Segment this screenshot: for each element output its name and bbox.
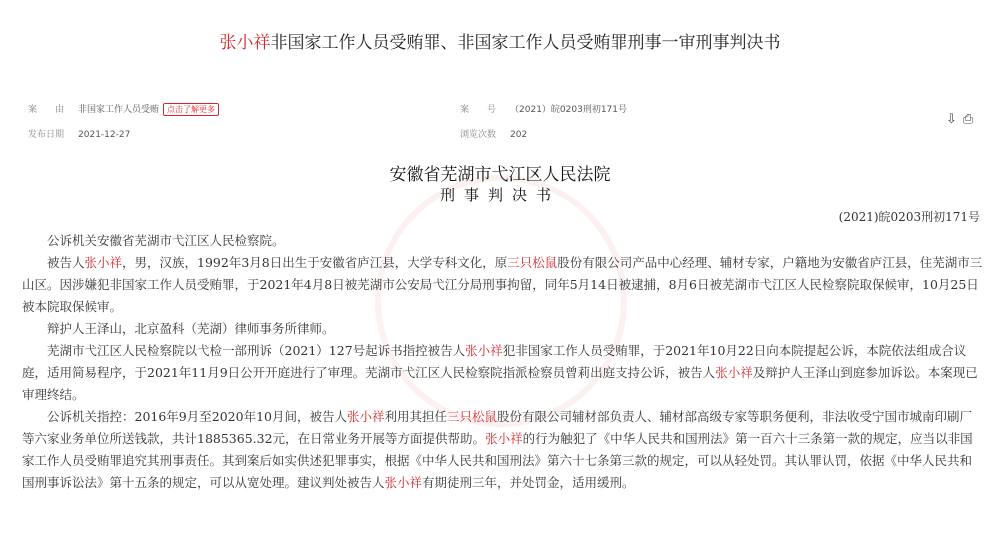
title-text: 非国家工作人员受贿罪、非国家工作人员受贿罪刑事一审刑事判决书 bbox=[270, 33, 781, 53]
paragraph-3 bbox=[22, 318, 984, 340]
highlight-term: 张小祥 bbox=[485, 431, 523, 446]
cause-label: 案 由 bbox=[28, 105, 65, 115]
highlight-term: 三只松鼠 bbox=[507, 255, 558, 270]
cause-value: 非国家工作人员受贿 bbox=[78, 105, 160, 115]
paragraph-text: 有期徒刑三年，并处罚金，适用缓刑。 bbox=[422, 475, 635, 490]
paragraph-text: 公诉机关指控：2016年9月至2020年10月间，被告人 bbox=[47, 409, 347, 424]
paragraph-text: 利用其担任 bbox=[384, 409, 448, 424]
publish-date-row bbox=[28, 127, 130, 140]
page-title bbox=[0, 28, 1000, 53]
paragraph-text: 公诉机关安徽省芜湖市弋江区人民检察院。 bbox=[47, 233, 285, 248]
paragraph-text: 被告人 bbox=[47, 255, 85, 270]
case-number-row bbox=[460, 102, 627, 115]
highlight-term: 张小祥 bbox=[384, 475, 423, 490]
paragraph-text: 股份有限公司产品中心经理、辅材专家，户籍地为安徽省庐江县，住芜湖市三山区。因涉嫌犯非国家工作人员受贿罪，于2021年4月8日被芜湖市公安局弋江分局刑事拘留，同年5月14日被逮捕，8月6日被芜湖市弋江区人民检察院取保候审，10月25日被本院取保候审。 bbox=[22, 255, 983, 314]
case-value: （2021）皖0203刑初171号 bbox=[510, 105, 628, 115]
highlight-term: 张小祥 bbox=[715, 365, 753, 380]
highlight-term: 张小祥 bbox=[465, 343, 503, 358]
case-number: (2021)皖0203刑初171号 bbox=[838, 210, 980, 224]
toolbar bbox=[946, 112, 979, 127]
print-icon[interactable]: ⎙ bbox=[962, 112, 974, 127]
paragraph-text: 的行为触犯了《中华人民共和国刑法》第一百六十三条第一款的规定，应当以非国家工作人员受贿罪追究其刑事责任。其到案后如实供述犯罪事实，根据《中华人民共和国刑法》第六十七条第三款的规定，可以从轻处罚。其认罪认罚，依据《中华人民共和国刑事诉讼法》第十五条的规定，可以从宽处理。建议判处被告人 bbox=[22, 431, 973, 490]
paragraph-5 bbox=[22, 406, 984, 494]
defendant-name-highlight: 张小祥 bbox=[219, 33, 271, 53]
learn-more-link[interactable]: 点击了解更多 bbox=[163, 103, 219, 116]
paragraph-text: 芜湖市弋江区人民检察院以弋检一部刑诉（2021）127号起诉书指控被告人 bbox=[47, 343, 466, 358]
paragraph-1 bbox=[22, 230, 984, 252]
highlight-term: 张小祥 bbox=[84, 255, 123, 270]
date-label: 发布日期 bbox=[28, 130, 65, 140]
download-icon[interactable]: ⇩ bbox=[946, 112, 957, 127]
paragraph-text: 犯非国家工作人员受贿罪，于2021年10月22日向本院提起公诉，本院依法组成合议庭，适用简易程序，于2021年11月9日公开开庭进行了审理。芜湖市弋江区人民检察院指派检察员曾莉出庭支持公诉，被告人 bbox=[22, 343, 967, 380]
court-name: 安徽省芜湖市弋江区人民法院 bbox=[389, 165, 611, 185]
date-value: 2021-12-27 bbox=[78, 130, 131, 140]
cause-row bbox=[28, 102, 219, 116]
paragraph-text: 辩护人王泽山，北京盈科（芜湖）律师事务所律师。 bbox=[47, 321, 335, 336]
highlight-term: 三只松鼠 bbox=[447, 409, 498, 424]
judgment-body bbox=[22, 230, 984, 494]
paragraph-text: 及辩护人王泽山到庭参加诉讼。本案现已审理终结。 bbox=[22, 365, 978, 402]
case-label: 案 号 bbox=[460, 105, 497, 115]
paragraph-text: 股份有限公司辅材部负责人、辅材部高级专家等职务便利，非法收受宁国市城南印刷厂等六家业务单位所送钱款，共计1885365.32元，在日常业务开展等方面提供帮助。 bbox=[22, 409, 973, 446]
paragraph-text: ，男，汉族，1992年3月8日出生于安徽省庐江县，大学专科文化，原 bbox=[122, 255, 508, 270]
views-label: 浏览次数 bbox=[460, 130, 497, 140]
paragraph-4 bbox=[22, 340, 984, 406]
views-value: 202 bbox=[510, 130, 528, 140]
document-type: 刑事判决书 bbox=[439, 186, 560, 204]
views-row bbox=[460, 127, 527, 140]
highlight-term: 张小祥 bbox=[346, 409, 385, 424]
paragraph-2 bbox=[22, 252, 984, 318]
